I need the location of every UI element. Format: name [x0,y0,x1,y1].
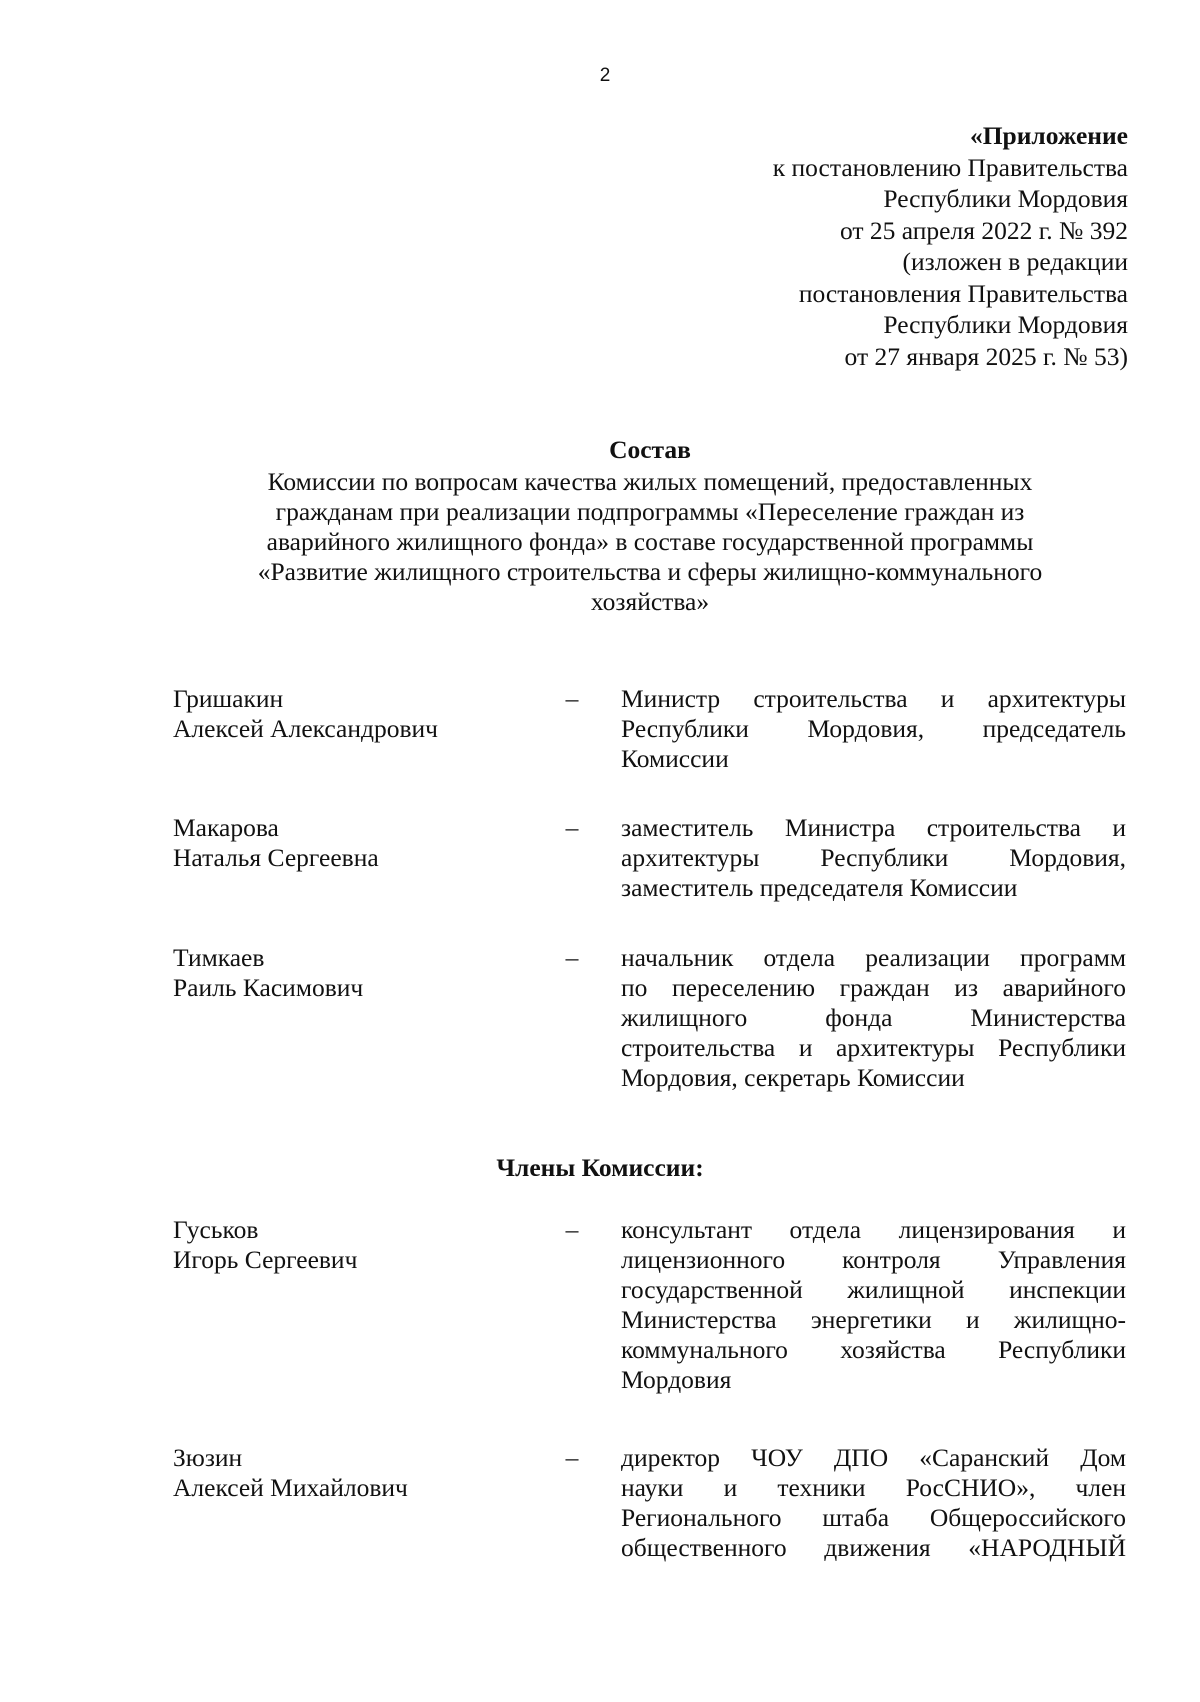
role-line: архитектуры Республики Мордовия, [621,843,1126,872]
appendix-line: от 27 января 2025 г. № 53) [844,341,1128,371]
role-line: общественного движения «НАРОДНЫЙ [621,1533,1126,1562]
surname: Гуськов [173,1215,259,1244]
composition-line: хозяйства» [590,587,710,616]
role-line: жилищного фонда Министерства [621,1003,1126,1032]
dash-separator: – [565,684,579,713]
appendix-line: от 25 апреля 2022 г. № 392 [840,215,1128,245]
appendix-line: Республики Мордовия [883,310,1128,339]
given-name: Наталья Сергеевна [173,843,379,872]
composition-line: гражданам при реализации подпрограммы «Переселение граждан из [275,497,1025,526]
role-line: заместитель председателя Комиссии [621,873,1018,902]
dash-separator: – [565,1215,579,1244]
appendix-title: «Приложение [969,121,1128,150]
appendix-line: постановления Правительства [798,278,1128,308]
dash-separator: – [565,943,579,972]
surname: Тимкаев [173,943,265,972]
person-name [173,684,543,744]
role-description [621,1215,1126,1395]
composition-line: аварийного жилищного фонда» в составе государственной программы [266,527,1034,556]
given-name: Игорь Сергеевич [173,1245,358,1274]
given-name: Алексей Александрович [173,714,438,743]
role-line: консультант отдела лицензирования и [621,1215,1126,1244]
surname: Макарова [173,813,279,842]
person-name [173,813,543,873]
role-line: Мордовия [621,1365,732,1394]
role-description [621,1443,1126,1563]
role-line: Комиссии [621,744,729,773]
surname: Гришакин [173,684,284,713]
appendix-line: Республики Мордовия [883,184,1128,213]
person-name [173,1215,543,1275]
composition-line: «Развитие жилищного строительства и сферы жилищно-коммунального [257,557,1043,586]
composition-heading [190,435,1110,617]
role-line: науки и техники РосСНИО», член [621,1473,1126,1502]
dash-separator: – [565,813,579,842]
role-line: заместитель Министра строительства и [621,813,1126,842]
page-number: 2 [599,65,611,86]
role-line: начальник отдела реализации программ [621,943,1126,972]
given-name: Раиль Касимович [173,973,364,1002]
role-description [621,813,1126,903]
role-line: Министерства энергетики и жилищно- [621,1305,1126,1334]
role-description [621,943,1126,1093]
appendix-header [608,120,1128,372]
role-line: коммунального хозяйства Республики [621,1335,1126,1364]
composition-line: Комиссии по вопросам качества жилых помещений, предоставленных [267,467,1033,496]
role-line: Мордовия, секретарь Комиссии [621,1063,965,1092]
role-line: Министр строительства и архитектуры [621,684,1126,713]
role-line: Республики Мордовия, председатель [621,714,1126,743]
given-name: Алексей Михайлович [173,1473,408,1502]
members-heading: Члены Комиссии: [496,1153,704,1182]
role-line: Регионального штаба Общероссийского [621,1503,1126,1532]
role-line: директор ЧОУ ДПО «Саранский Дом [621,1443,1126,1472]
appendix-line: (изложен в редакции [902,247,1128,276]
role-line: по переселению граждан из аварийного [621,973,1126,1002]
appendix-line: к постановлению Правительства [772,152,1128,182]
composition-title: Состав [609,435,691,464]
person-name [173,943,543,1003]
surname: Зюзин [173,1443,243,1472]
role-line: строительства и архитектуры Республики [621,1033,1126,1062]
role-line: государственной жилищной инспекции [621,1275,1126,1304]
role-description [621,684,1126,774]
role-line: лицензионного контроля Управления [621,1245,1126,1274]
person-name [173,1443,543,1503]
dash-separator: – [565,1443,579,1472]
